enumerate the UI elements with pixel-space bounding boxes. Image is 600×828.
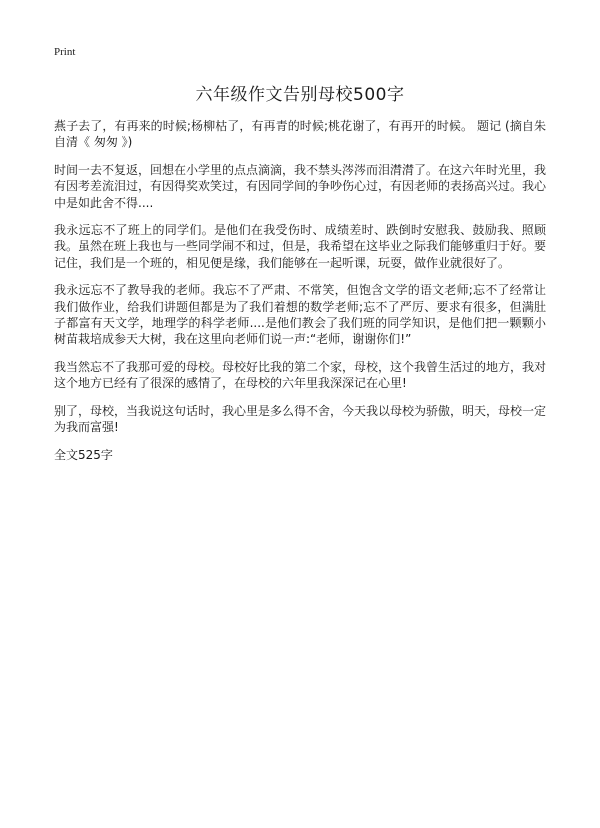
print-label: Print: [54, 46, 76, 58]
paragraph-school: 我当然忘不了我那可爱的母校。母校好比我的第二个家，母校，这个我曾生活过的地方，我对这个地方已经有了很深的感情了，在母校的六年里我深深记在心里!: [54, 359, 547, 391]
page-title: 六年级作文告别母校500字: [195, 85, 405, 105]
article-body: [54, 118, 546, 463]
paragraph-classmates: 我永远忘不了班上的同学们。是他们在我受伤时、成绩差时、跌倒时安慰我、鼓励我、照顾我。虽然在班上我也与一些同学闹不和过，但是，我希望在这毕业之际我们能够重归于好。要记住，我们是一个班的，相见便是缘，我们能够在一起听课，玩耍，做作业就很好了。: [54, 223, 547, 270]
paragraph-epigraph: 燕子去了，有再来的时候;杨柳枯了，有再青的时候;桃花谢了，有再开的时候。 题记 (摘自朱自清《 匆匆 》): [54, 119, 546, 150]
paragraph-time: 时间一去不复返，回想在小学里的点点滴滴，我不禁头涔涔而泪潸潸了。在这六年时光里，我有因考差流泪过，有因得奖欢笑过，有因同学间的争吵伤心过，有因老师的表扬高兴过。我心中是如此舍不得....: [54, 162, 547, 210]
paragraph-farewell: 别了，母校，当我说这句话时，我心里是多么得不舍，今天我以母校为骄傲，明天，母校一定为我而富强!: [54, 403, 547, 435]
paragraph-teachers: 我永远忘不了教导我的老师。我忘不了严肃、不常笑，但饱含文学的语文老师;忘不了经常让我们做作业，给我们讲题但都是为了我们着想的数学老师;忘不了严厉、要求有很多，但满肚子都富有天文学，地理学的科学老师....是他们教会了我们班的同学知识，是他们把一颗颗小树苗栽培成参天大树，我在这里向老师们说一声:“老师，谢谢你们!”: [54, 283, 546, 347]
word-count: 全文525字: [54, 447, 113, 462]
